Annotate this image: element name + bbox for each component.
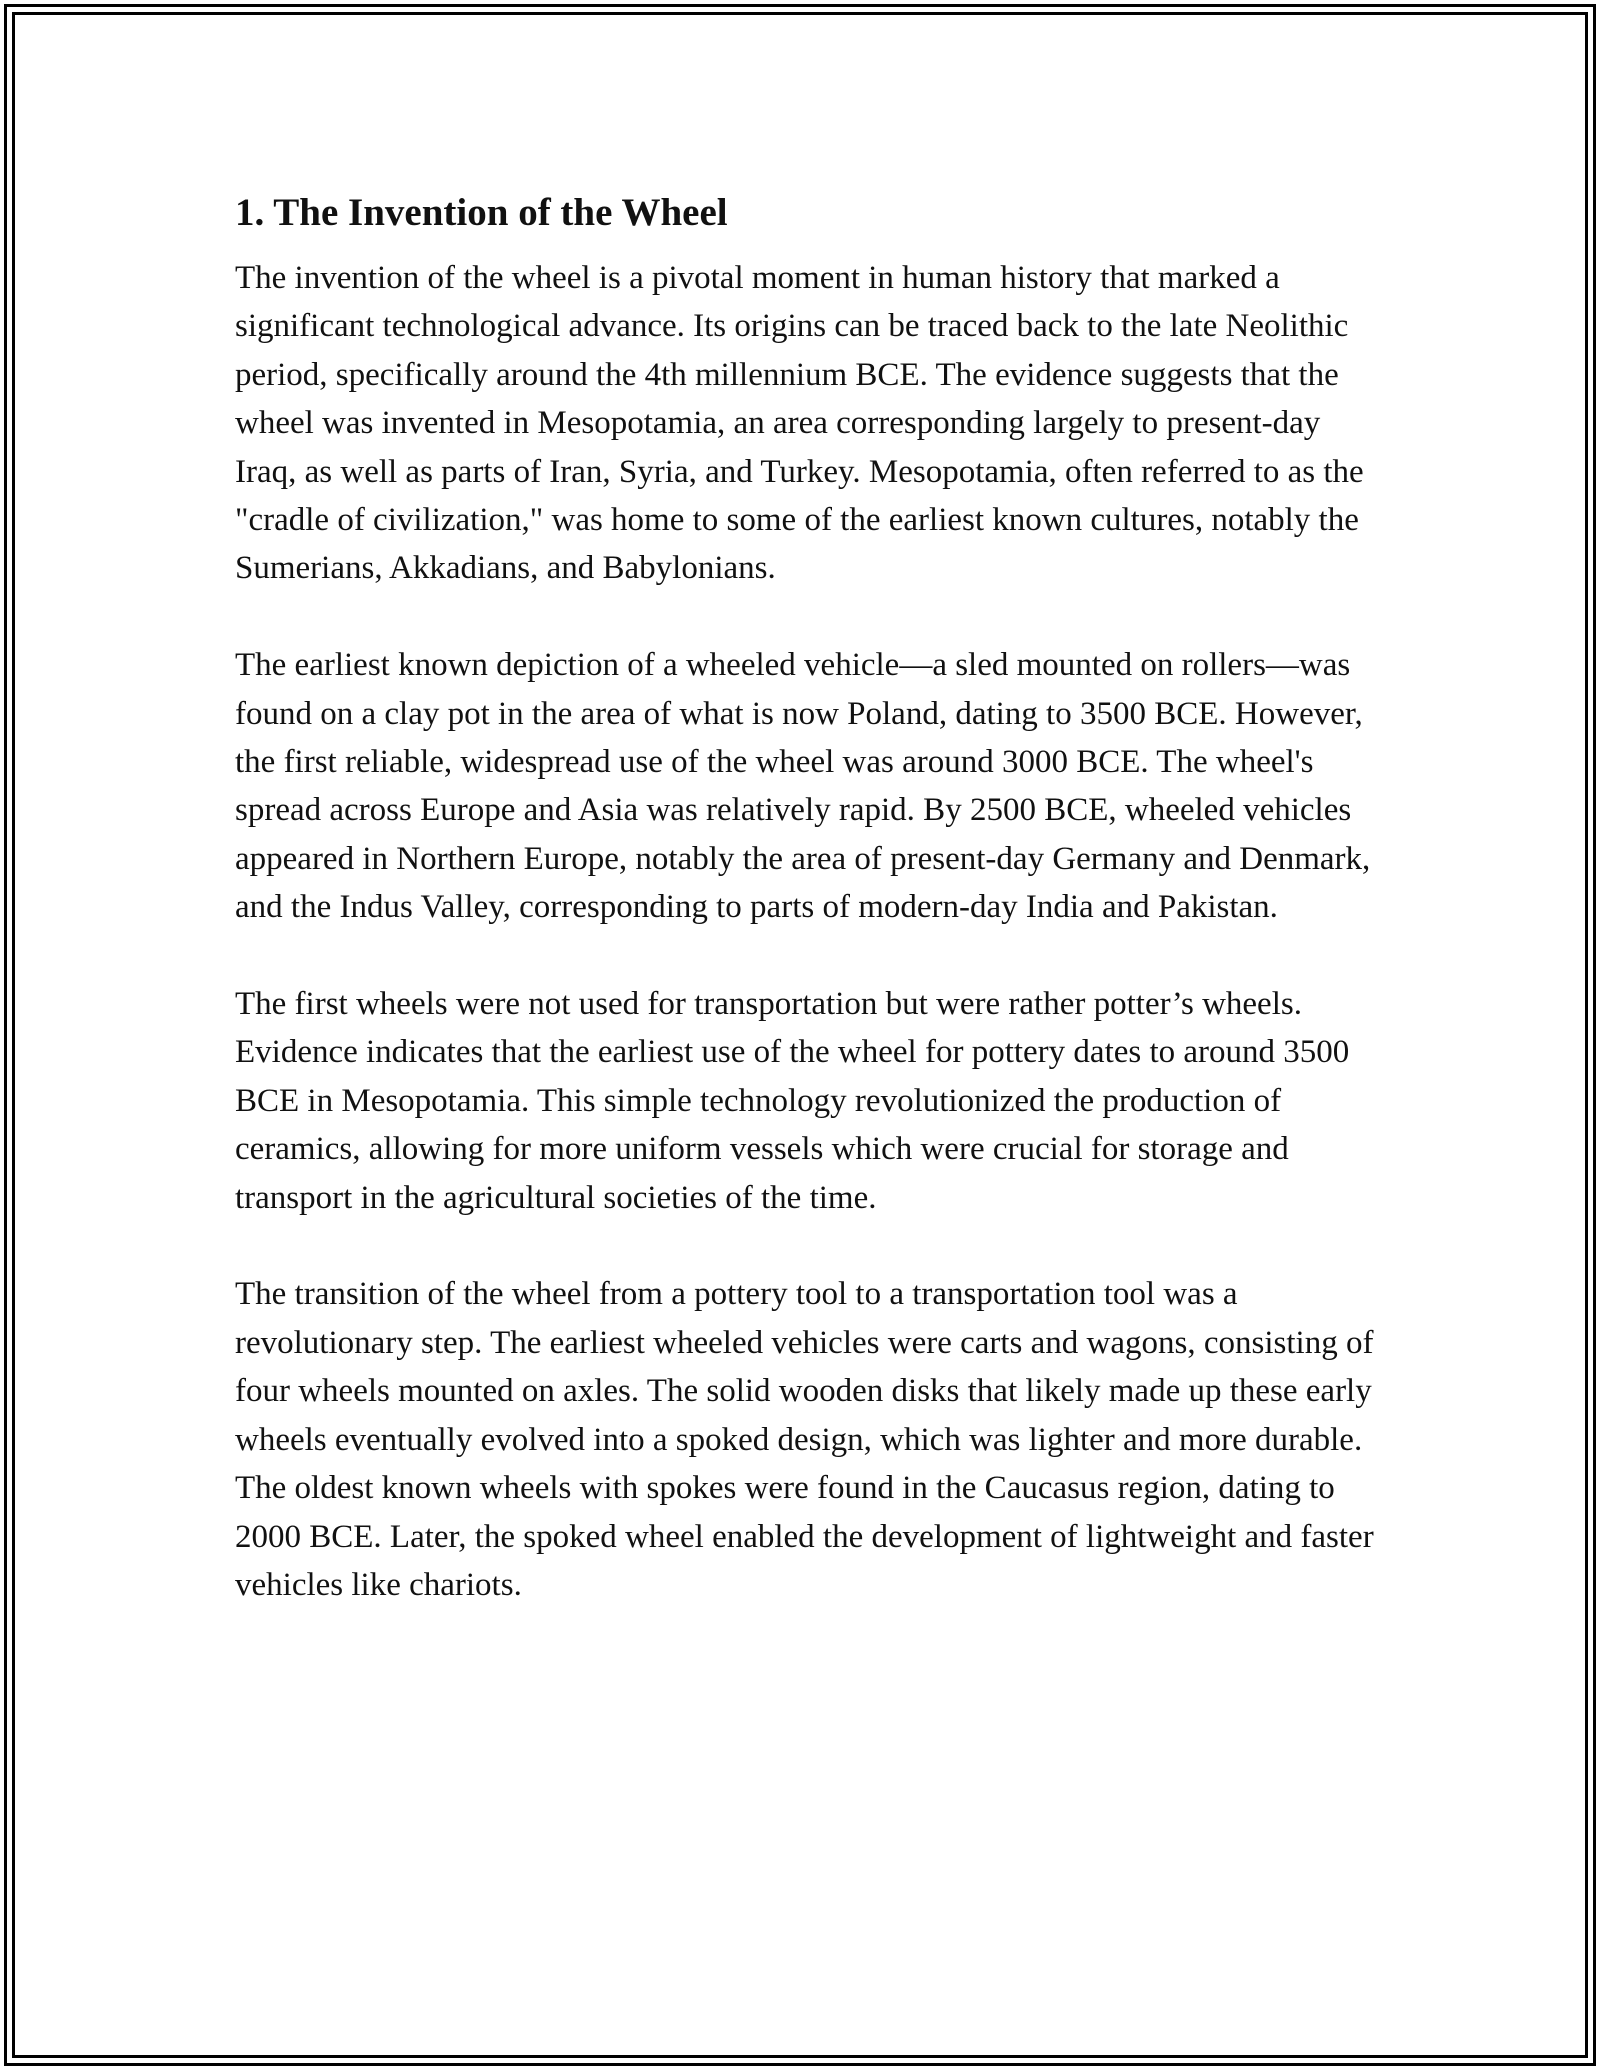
- section-heading: 1. The Invention of the Wheel: [235, 191, 728, 234]
- paragraph-origins: The invention of the wheel is a pivotal moment in human history that marked a significant technological advance. Its origins can be traced back to the late Neolithic period, specifically around the 4th millennium BCE. The evidence suggests that the wheel was invented in Mesopotamia, an area corresponding largely to present-day Iraq, as well as parts of Iran, Syria, and Turkey. Mesopotamia, often referred to as the "cradle of civilization," was home to some of the earliest known cultures, notably the Sumerians, Akkadians, and Babylonians.: [235, 260, 1364, 587]
- document-body: [235, 180, 1375, 1658]
- paragraph-transportation: The transition of the wheel from a pottery tool to a transportation tool was a revolutionary step. The earliest wheeled vehicles were carts and wagons, consisting of four wheels mounted on axles. The solid wooden disks that likely made up these early wheels eventually evolved into a spoked design, which was lighter and more durable. The oldest known wheels with spokes were found in the Caucasus region, dating to 2000 BCE. Later, the spoked wheel enabled the development of lightweight and faster vehicles like chariots.: [235, 1276, 1374, 1603]
- paragraph-potters-wheel: The first wheels were not used for transportation but were rather potter’s wheels. Evidence indicates that the earliest use of the wheel for pottery dates to around 3500 BCE in Mesopotamia. This simple technology revolutionized the production of ceramics, allowing for more uniform vessels which were crucial for storage and transport in the agricultural societies of the time.: [235, 986, 1350, 1216]
- paragraph-spread: The earliest known depiction of a wheeled vehicle—a sled mounted on rollers—was found on a clay pot in the area of what is now Poland, dating to 3500 BCE. However, the first reliable, widespread use of the wheel was around 3000 BCE. The wheel's spread across Europe and Asia was relatively rapid. By 2500 BCE, wheeled vehicles appeared in Northern Europe, notably the area of present-day Germany and Denmark, and the Indus Valley, corresponding to parts of modern-day India and Pakistan.: [235, 647, 1371, 926]
